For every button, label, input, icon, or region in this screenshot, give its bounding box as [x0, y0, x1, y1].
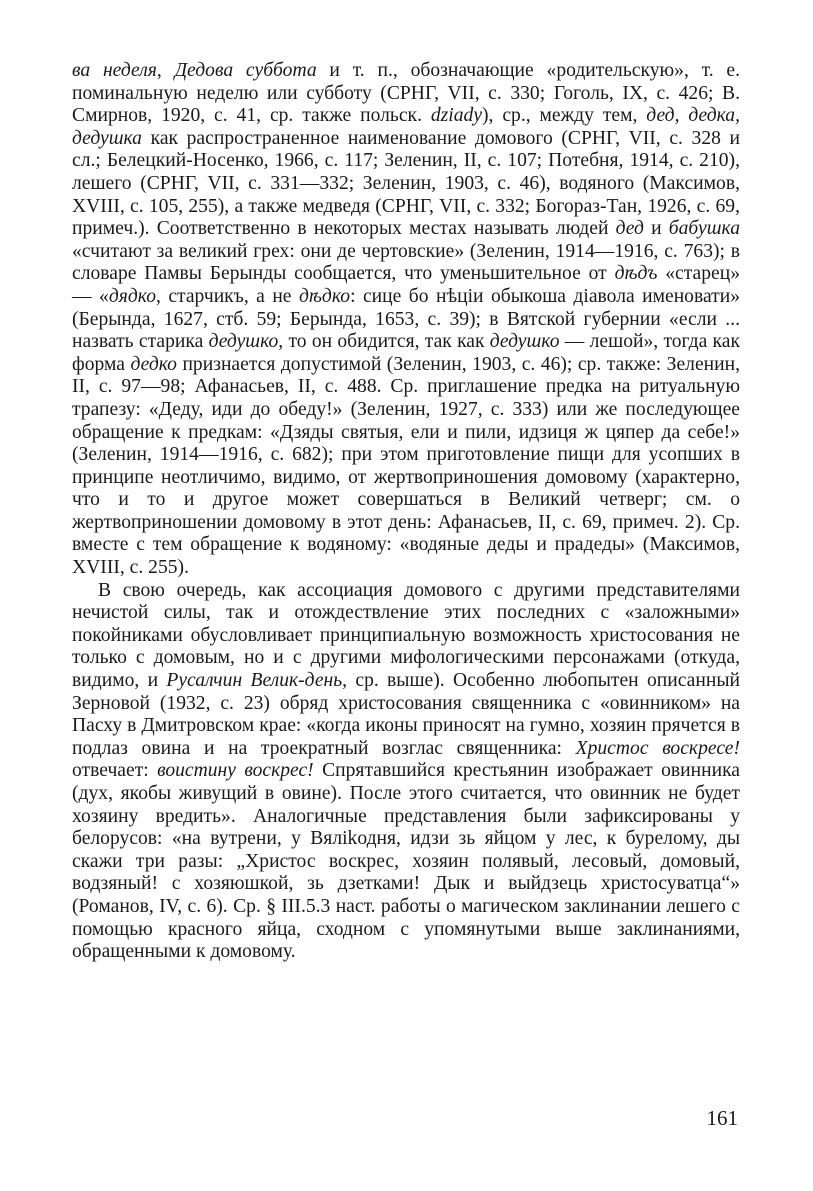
text-run: «считают за великий грех: они де чертовские» (Зеленин, 1914—1916, с. 763); в словаре Памвы Берынды сообщается, что уменьшительное от: [72, 240, 740, 285]
italic-term: Христос воскресе!: [575, 737, 740, 759]
text-run: отвечает:: [72, 760, 158, 782]
italic-term: Русалчин Велик-день: [166, 670, 343, 692]
paragraph-1: [72, 60, 740, 580]
italic-term: дед: [615, 218, 644, 240]
italic-term: ва неделя, Дедова суббота: [72, 60, 317, 81]
text-run: В свою очередь, как ассоциация домового с другими представителями нечистой силы, так и отождествление этих последних с «заложными» покойниками обусловливает принципиальную возможность христосования не только с домовым, но и с другими мифологическими персонажами (откуда, видимо, и: [72, 579, 740, 692]
page-body: [72, 60, 740, 964]
italic-term: dziady: [430, 105, 483, 127]
text-run: , то он обидится, так как: [278, 331, 490, 353]
text-run: как распространенное наименование домового (СРНГ, VII, с. 328 и сл.; Белецкий-Носенко, 1966, с. 117; Зеленин, II, с. 107; Потебня, 1914, с. 210), лешего (СРНГ, VII, с. 331—332; Зеленин, 1903, с. 46), водяного (Максимов, XVIII, с. 105, 255), а также медведя (СРНГ, VII, с. 332; Богораз-Тан, 1926, с. 69, примеч.). Соответственно в некоторых местах называть людей: [72, 127, 740, 240]
paragraph-2: [72, 580, 740, 964]
italic-term: дядко: [108, 285, 156, 307]
text-run: ), ср., между тем,: [482, 105, 647, 127]
text-run: признается допустимой (Зеленин, 1903, с. 46); ср. также: Зеленин, II, с. 97—98; Афанасьев, II, с. 488. Ср. приглашение предка на ритуальную трапезу: «Деду, иди до обеду!» (Зеленин, 1927, с. 333) или же последующее обращение к предкам: «Дзяды святыя, ели и пили, идзиця ж цяпер да себе!» (Зеленин, 1914—1916, с. 682); при этом приготовление пищи для усопших в принципе неотличимо, видимо, от жертвоприношения домовому (характерно, что и то и другое может совершаться в Великий четверг; см. о жертвоприношении домовому в этот день: Афанасьев, II, с. 69, примеч. 2). Ср. вместе с тем обращение к водяному: «водяные деды и прадеды» (Максимов, XVIII, с. 255).: [72, 353, 740, 579]
italic-term: воистину воскрес!: [157, 760, 314, 782]
italic-term: дедушко: [208, 331, 279, 353]
italic-term: дедко: [130, 353, 177, 375]
italic-term: дѣдъ: [614, 263, 658, 285]
text-run: и: [643, 218, 669, 240]
italic-term: дедушко: [489, 331, 560, 353]
text-run: , ср. выше). Особенно любопытен описанный Зерновой (1932, с. 23) обряд христосования священника с «овинником» на Пасху в Дмитровском крае: «когда иконы приносят на гумно, хозяин прячется в подлаз овина и на троекратный возглас священника:: [72, 670, 740, 759]
italic-term: дед, дедка, дедушка: [72, 105, 741, 149]
text-run: Спрятавшийся крестьянин изображает овинника (дух, якобы живущий в овине). После этого считается, что овинник не будет хозяину вредить». Аналогичные представления были зафиксированы у белорусов: «на вутрени, у Вялikодня, идзи зь яйцом у лес, к бурелому, ды скажи три разы: „Христос воскрес, хозяин полявый, лесовый, домовый, водзяный! с хозяюшкой, зь дзетками! Дык и выйдзець христосуватца“» (Романов, IV, с. 6). Ср. § III.5.3 наст. работы о магическом заклинании лешего с помощью красного яйца, сходном с упомянутыми выше заклинаниями, обращенными к домовому.: [72, 760, 740, 963]
page-number: 161: [706, 1106, 738, 1130]
text-run: — лешой», тогда как форма: [72, 331, 740, 375]
text-run: и т. п., обозначающие «родительскую», т. е. поминальную неделю или субботу (СРНГ, VII, с. 330; Гоголь, IX, с. 426; В. Смирнов, 1920, с. 41, ср. также польск.: [72, 60, 741, 127]
text-run: , старчикъ, а не: [156, 285, 299, 307]
text-run: : сице бо нѣціи обыкоша діавола именовати» (Берында, 1627, стб. 59; Берында, 1653, с. 39); в Вятской губернии «если ... назвать старика: [72, 285, 740, 353]
italic-term: дѣдко: [298, 285, 351, 307]
italic-term: бабушка: [668, 218, 740, 240]
text-run: «старец» — «: [72, 263, 741, 307]
